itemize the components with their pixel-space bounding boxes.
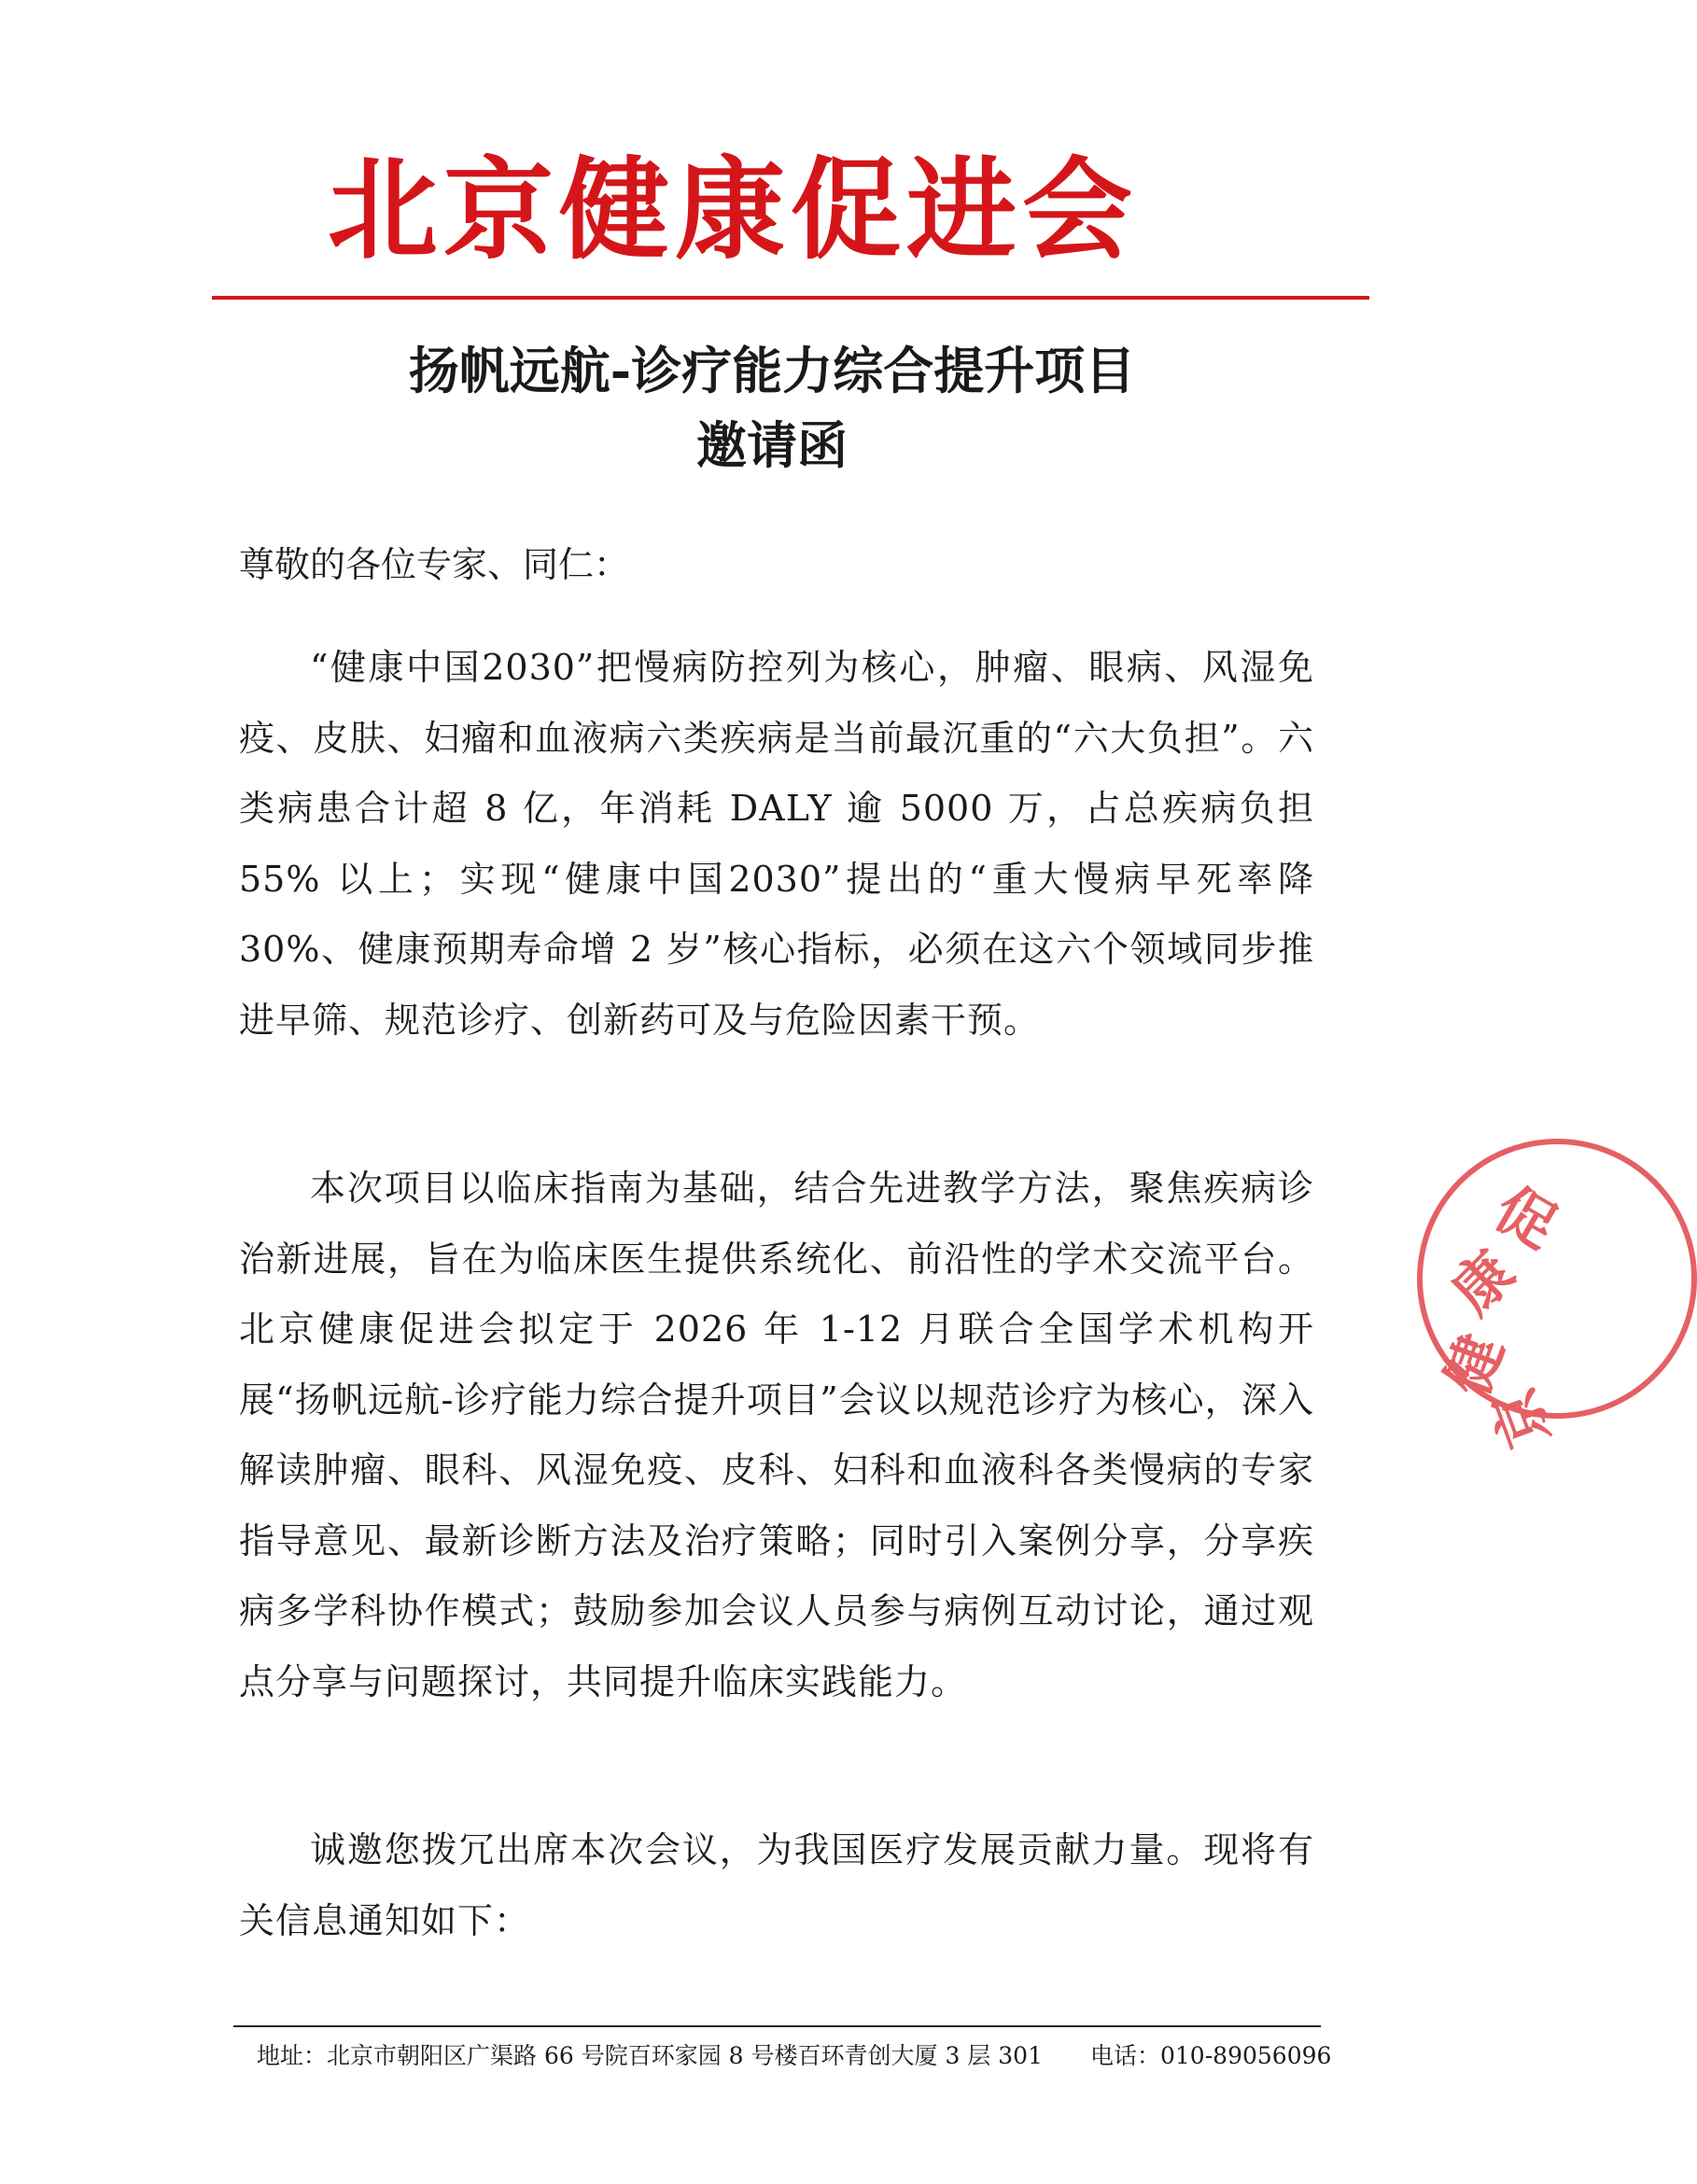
footer-divider — [233, 2025, 1321, 2027]
letterhead-red-rule — [212, 296, 1369, 300]
salutation: 尊敬的各位专家、同仁： — [239, 544, 630, 585]
seal-char: 康 — [1438, 1238, 1528, 1327]
body-paragraph-3: 诚邀您拨冗出席本次会议，为我国医疗发展贡献力量。现将有关信息通知如下： — [239, 1829, 1314, 1941]
document-subtitle: 邀请函 — [696, 415, 848, 475]
official-seal-stamp — [1417, 1139, 1697, 1457]
footer-address: 地址：北京市朝阳区广渠路 66 号院百环家园 8 号楼百环青创大厦 3 层 301 — [257, 2042, 1043, 2069]
body-paragraph-1: “健康中国2030”把慢病防控列为核心，肿瘤、眼病、风湿免疫、皮肤、妇瘤和血液病六类疾病是当前最沉重的“六大负担”。六类病患合计超 8 亿，年消耗 DALY 逾 5000 万，占总疾病负担 55% 以上；实现“健康中国2030”提出的“重大慢病早死率降 30%、健康预期寿命增 2 岁”核心指标，必须在这六个领域同步推进早筛、规范诊疗、创新药可及与危险因素干预。 — [239, 647, 1314, 1041]
seal-char: 促 — [1483, 1173, 1568, 1262]
document-title: 扬帆远航-诊疗能力综合提升项目 — [408, 341, 1136, 400]
letterhead-organization-name: 北京健康促进会 — [327, 146, 1138, 274]
footer-phone: 电话：010-89056096 — [1090, 2042, 1332, 2069]
seal-char: 健 — [1432, 1325, 1517, 1404]
seal-char: 京 — [1479, 1379, 1564, 1457]
body-paragraph-2: 本次项目以临床指南为基础，结合先进教学方法，聚焦疾病诊治新进展，旨在为临床医生提供系统化、前沿性的学术交流平台。北京健康促进会拟定于 2026 年 1-12 月联合全国学术机构开展“扬帆远航-诊疗能力综合提升项目”会议以规范诊疗为核心，深入解读肿瘤、眼科、风湿免疫、皮科、妇科和血液科各类慢病的专家指导意见、最新诊断方法及治疗策略；同时引入案例分享，分享疾病多学科协作模式；鼓励参加会议人员参与病例互动讨论，通过观点分享与问题探讨，共同提升临床实践能力。 — [239, 1168, 1314, 1702]
